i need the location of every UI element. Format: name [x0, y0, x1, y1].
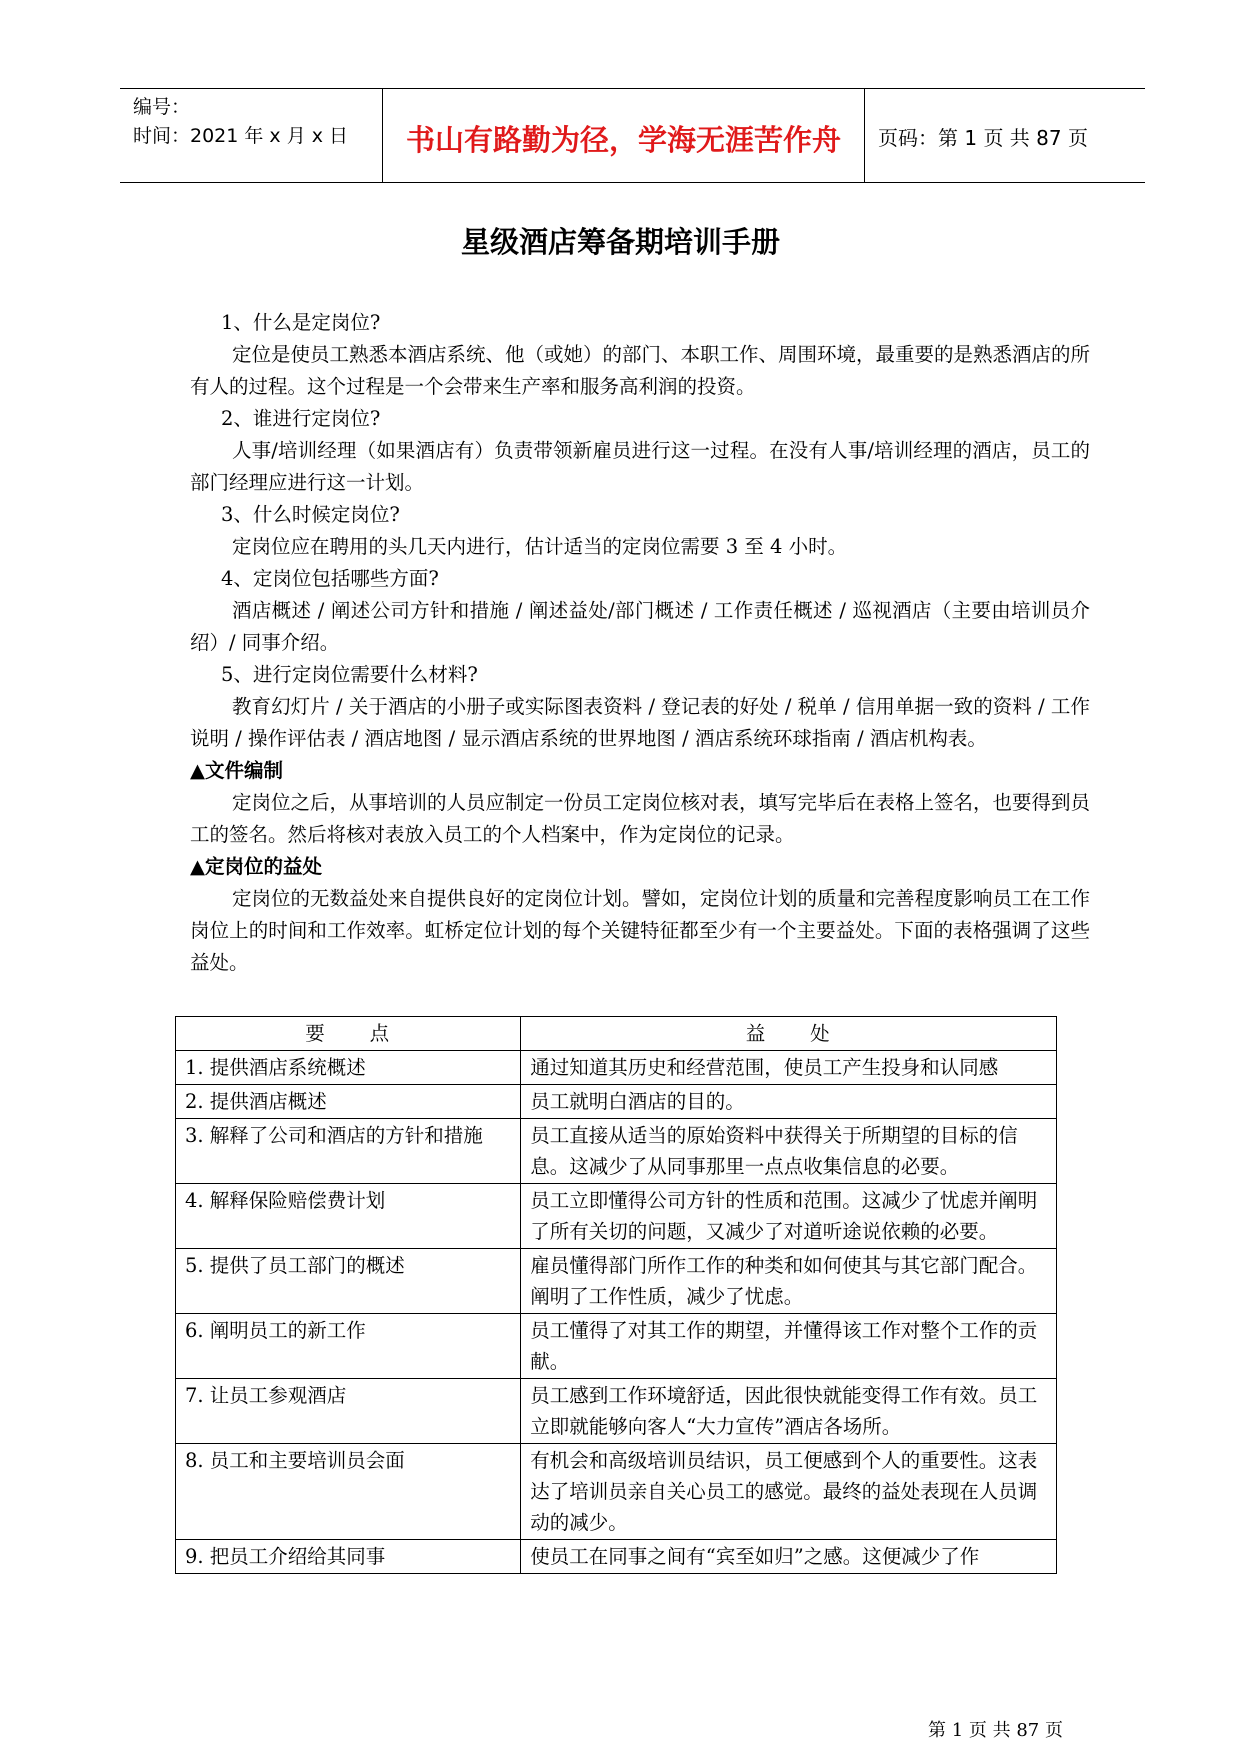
question-5: 5、进行定岗位需要什么材料?: [221, 663, 478, 686]
table-row: [176, 1051, 1057, 1085]
page-footer: 第 1 页 共 87 页: [928, 1720, 1063, 1741]
table-row: [176, 1119, 1057, 1184]
column-header-benefit: 益 处: [521, 1017, 1057, 1051]
answer-3: 定岗位应在聘用的头几天内进行，估计适当的定岗位需要 3 至 4 小时。: [232, 535, 848, 558]
benefit-cell: 有机会和高级培训员结识，员工便感到个人的重要性。这表达了培训员亲自关心员工的感觉。最终的益处表现在人员调动的减少。: [521, 1444, 1057, 1540]
header-meta: [133, 93, 348, 151]
key-point-cell: 8. 员工和主要培训员会面: [176, 1444, 521, 1540]
document-body: [190, 307, 1090, 979]
table-row: [176, 1184, 1057, 1249]
table-row: [176, 1249, 1057, 1314]
benefit-cell: 员工立即懂得公司方针的性质和范围。这减少了忧虑并阐明了所有关切的问题，又减少了对道听途说依赖的必要。: [521, 1184, 1057, 1249]
benefit-cell: 雇员懂得部门所作工作的种类和如何使其与其它部门配合。阐明了工作性质，减少了忧虑。: [521, 1249, 1057, 1314]
benefit-cell: 员工就明白酒店的目的。: [521, 1085, 1057, 1119]
document-title: 星级酒店筹备期培训手册: [460, 225, 780, 259]
key-point-cell: 9. 把员工介绍给其同事: [176, 1540, 521, 1574]
key-point-cell: 1. 提供酒店系统概述: [176, 1051, 521, 1085]
benefit-cell: 使员工在同事之间有“宾至如归”之感。这便减少了作: [521, 1540, 1057, 1574]
key-point-cell: 7. 让员工参观酒店: [176, 1379, 521, 1444]
document-number-label: 编号：: [133, 96, 191, 118]
key-point-cell: 4. 解释保险赔偿费计划: [176, 1184, 521, 1249]
section-heading-benefits: ▲定岗位的益处: [190, 855, 322, 878]
header-divider: [864, 89, 865, 182]
column-header-key-point: 要 点: [176, 1017, 521, 1051]
page-header: [120, 88, 1145, 183]
answer-5: 教育幻灯片 / 关于酒店的小册子或实际图表资料 / 登记表的好处 / 税单 / 信用单据一致的资料 / 工作说明 / 操作评估表 / 酒店地图 / 显示酒店系统的世界地图 / 酒店系统环球指南 / 酒店机构表。: [190, 695, 1090, 750]
header-motto: 书山有路勤为径，学海无涯苦作舟: [405, 123, 841, 157]
answer-1: 定位是使员工熟悉本酒店系统、他（或她）的部门、本职工作、周围环境，最重要的是熟悉酒店的所有人的过程。这个过程是一个会带来生产率和服务高利润的投资。: [190, 343, 1091, 398]
table-header-row: [176, 1017, 1057, 1051]
question-3: 3、什么时候定岗位?: [221, 503, 400, 526]
section-heading-documentation: ▲文件编制: [190, 759, 283, 782]
benefits-table: [175, 1016, 1057, 1574]
key-point-cell: 3. 解释了公司和酒店的方针和措施: [176, 1119, 521, 1184]
benefit-cell: 通过知道其历史和经营范围，使员工产生投身和认同感: [521, 1051, 1057, 1085]
table-row: [176, 1314, 1057, 1379]
key-point-cell: 5. 提供了员工部门的概述: [176, 1249, 521, 1314]
header-page-number: 页码：第 1 页 共 87 页: [878, 126, 1088, 150]
documentation-paragraph: 定岗位之后，从事培训的人员应制定一份员工定岗位核对表，填写完毕后在表格上签名，也要得到员工的签名。然后将核对表放入员工的个人档案中，作为定岗位的记录。: [190, 791, 1091, 846]
question-1: 1、什么是定岗位?: [221, 311, 381, 334]
benefits-paragraph: 定岗位的无数益处来自提供良好的定岗位计划。譬如，定岗位计划的质量和完善程度影响员工在工作岗位上的时间和工作效率。虹桥定位计划的每个关键特征都至少有一个主要益处。下面的表格强调了这些益处。: [190, 887, 1091, 974]
key-point-cell: 2. 提供酒店概述: [176, 1085, 521, 1119]
question-4: 4、定岗位包括哪些方面?: [221, 567, 439, 590]
document-time-label: 时间：2021 年 x 月 x 日: [133, 125, 349, 147]
answer-4: 酒店概述 / 阐述公司方针和措施 / 阐述益处/部门概述 / 工作责任概述 / 巡视酒店（主要由培训员介绍）/ 同事介绍。: [190, 599, 1090, 654]
key-point-cell: 6. 阐明员工的新工作: [176, 1314, 521, 1379]
table-row: [176, 1444, 1057, 1540]
question-2: 2、谁进行定岗位?: [221, 407, 381, 430]
table-row: [176, 1379, 1057, 1444]
benefit-cell: 员工感到工作环境舒适，因此很快就能变得工作有效。员工立即就能够向客人“大力宣传”酒店各场所。: [521, 1379, 1057, 1444]
benefit-cell: 员工懂得了对其工作的期望，并懂得该工作对整个工作的贡献。: [521, 1314, 1057, 1379]
table-row: [176, 1085, 1057, 1119]
benefit-cell: 员工直接从适当的原始资料中获得关于所期望的目标的信息。这减少了从同事那里一点点收集信息的必要。: [521, 1119, 1057, 1184]
table-row: [176, 1540, 1057, 1574]
answer-2: 人事/培训经理（如果酒店有）负责带领新雇员进行这一过程。在没有人事/培训经理的酒店，员工的部门经理应进行这一计划。: [190, 439, 1090, 494]
